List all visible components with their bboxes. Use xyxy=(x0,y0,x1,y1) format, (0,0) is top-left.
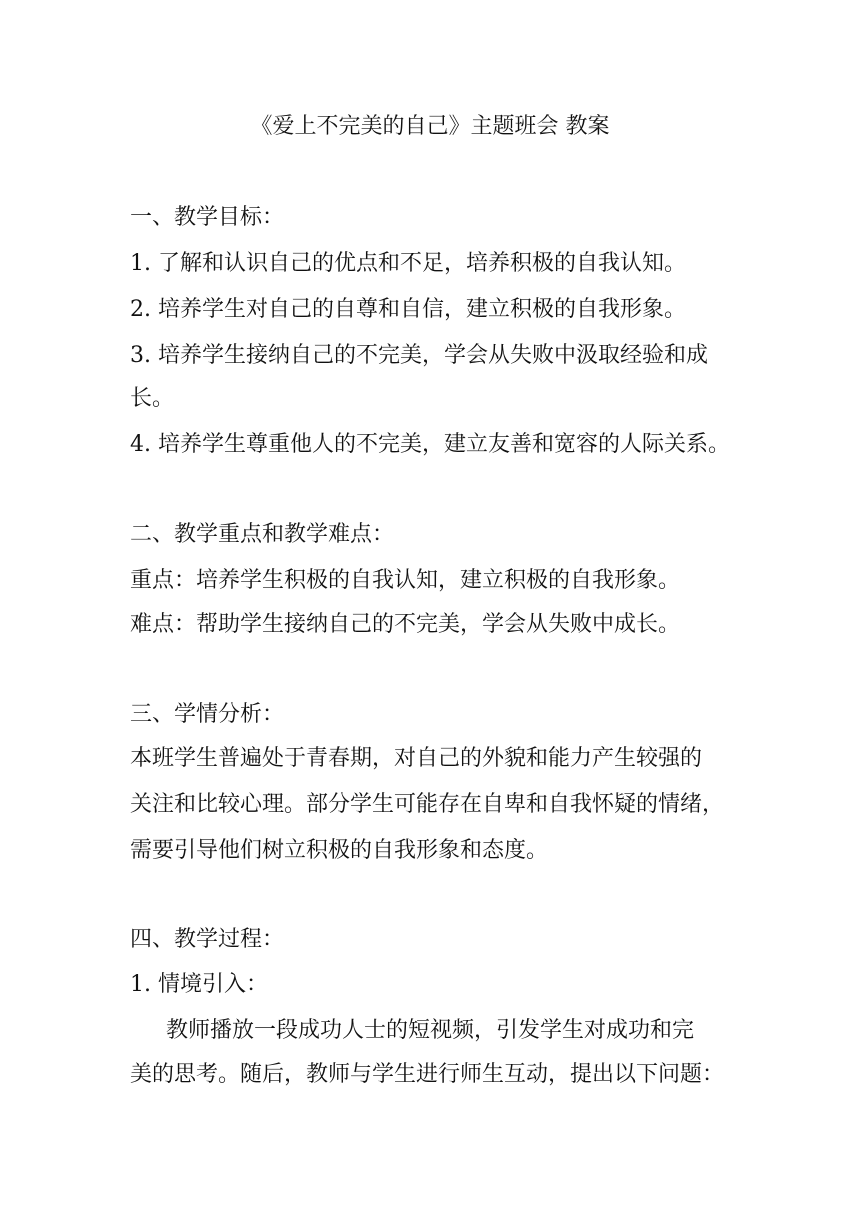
objective-line-3: 3. 培养学生接纳自己的不完美，学会从失败中汲取经验和成 xyxy=(130,343,708,368)
process-step-1-heading: 1. 情境引入： xyxy=(130,972,268,997)
objective-line-2: 2. 培养学生对自己的自尊和自信，建立积极的自我形象。 xyxy=(130,297,686,322)
objective-line-1: 1. 了解和认识自己的优点和不足，培养积极的自我认知。 xyxy=(130,251,686,276)
analysis-line-2: 关注和比较心理。部分学生可能存在自卑和自我怀疑的情绪， xyxy=(130,792,725,817)
analysis-line-1: 本班学生普遍处于青春期，对自己的外貌和能力产生较强的 xyxy=(130,746,703,771)
section-heading-process: 四、教学过程： xyxy=(130,927,285,952)
section-heading-objectives: 一、教学目标： xyxy=(130,205,285,230)
analysis-line-3: 需要引导他们树立积极的自我形象和态度。 xyxy=(130,838,549,863)
process-paragraph-line-1: 教师播放一段成功人士的短视频，引发学生对成功和完 xyxy=(166,1018,695,1043)
document-title: 《爱上不完美的自己》主题班会 教案 xyxy=(250,114,610,139)
section-heading-analysis: 三、学情分析： xyxy=(130,702,285,727)
difficulty-line: 难点：帮助学生接纳自己的不完美，学会从失败中成长。 xyxy=(130,612,681,637)
objective-line-4: 4. 培养学生尊重他人的不完美，建立友善和宽容的人际关系。 xyxy=(130,432,730,457)
key-point-line: 重点：培养学生积极的自我认知，建立积极的自我形象。 xyxy=(130,568,681,593)
objective-line-3-continued: 长。 xyxy=(130,386,175,411)
process-paragraph-line-2: 美的思考。随后，教师与学生进行师生互动，提出以下问题： xyxy=(130,1062,725,1087)
section-heading-key-points: 二、教学重点和教学难点： xyxy=(130,522,395,547)
